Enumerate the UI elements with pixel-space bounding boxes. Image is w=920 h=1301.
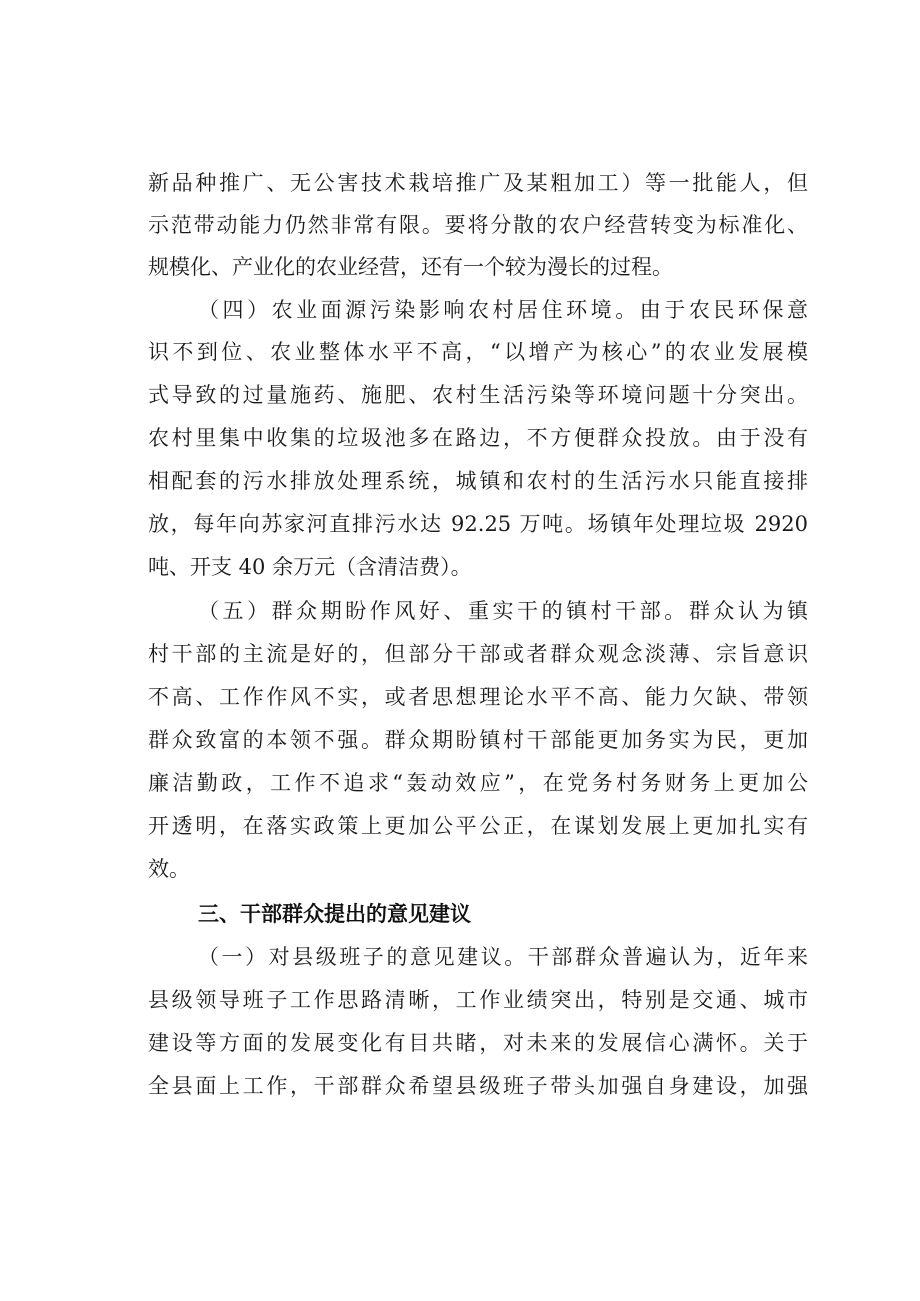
text-line: （一）对县级班子的意见建议。干部群众普遍认为，近年来 bbox=[198, 945, 808, 969]
text-line: 识不到位、农业整体水平不高，“以增产为核心”的农业发展模 bbox=[148, 340, 808, 364]
text-line: 开透明，在落实政策上更加公平公正，在谋划发展上更加扎实有 bbox=[148, 814, 808, 838]
text-line: （五）群众期盼作风好、重实干的镇村干部。群众认为镇 bbox=[198, 599, 808, 623]
text-line: 规模化、产业化的农业经营，还有一个较为漫长的过程。 bbox=[148, 255, 673, 279]
text-line: 新品种推广、无公害技术栽培推广及某粗加工）等一批能人，但 bbox=[148, 171, 808, 195]
text-line: 效。 bbox=[148, 857, 190, 881]
text-line: 农村里集中收集的垃圾池多在路边，不方便群众投放。由于没有 bbox=[148, 426, 808, 450]
text-line: 吨、开支 40 余万元（含清洁费）。 bbox=[148, 555, 472, 579]
text-line: 示范带动能力仍然非常有限。要将分散的农户经营转变为标准化、 bbox=[148, 213, 808, 237]
text-line: 建设等方面的发展变化有目共睹，对未来的发展信心满怀。关于 bbox=[148, 1031, 808, 1055]
text-line: 式导致的过量施药、施肥、农村生活污染等环境问题十分突出。 bbox=[148, 383, 808, 407]
text-line: 群众致富的本领不强。群众期盼镇村干部能更加务实为民，更加 bbox=[148, 728, 808, 752]
text-line: 廉洁勤政，工作不追求“轰动效应”，在党务村务财务上更加公 bbox=[148, 771, 808, 795]
section-heading: 三、干部群众提出的意见建议 bbox=[198, 902, 471, 926]
text-line: 相配套的污水排放处理系统，城镇和农村的生活污水只能直接排 bbox=[148, 469, 808, 493]
text-line: （四）农业面源污染影响农村居住环境。由于农民环保意 bbox=[198, 298, 808, 322]
text-line: 全县面上工作，干部群众希望县级班子带头加强自身建设，加强 bbox=[148, 1074, 808, 1098]
text-line: 不高、工作作风不实，或者思想理论水平不高、能力欠缺、带领 bbox=[148, 685, 808, 709]
text-line: 放，每年向苏家河直排污水达 92.25 万吨。场镇年处理垃圾 2920 bbox=[148, 512, 808, 536]
text-line: 村干部的主流是好的，但部分干部或者群众观念淡薄、宗旨意识 bbox=[148, 642, 808, 666]
text-line: 县级领导班子工作思路清晰，工作业绩突出，特别是交通、城市 bbox=[148, 988, 808, 1012]
